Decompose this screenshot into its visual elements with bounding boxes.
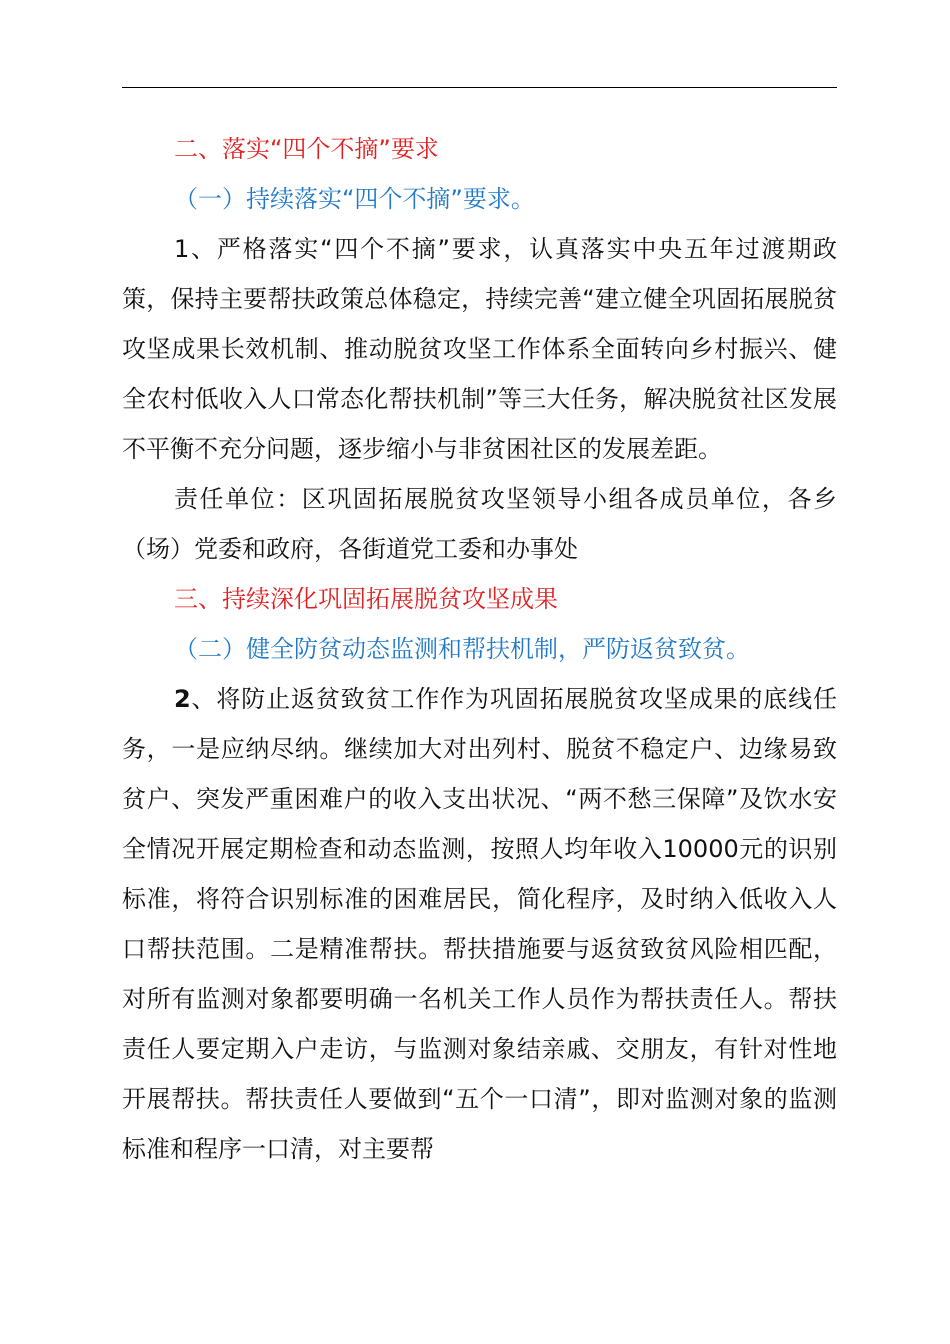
section-heading-3: 三、持续深化巩固拓展脱贫攻坚成果 [174,585,558,613]
subsection-heading-1: （一）持续落实“四个不摘”要求。 [174,185,535,213]
paragraph-item-2-text: 、将防止返贫致贫工作作为巩固拓展脱贫攻坚成果的底线任务，一是应纳尽纳。继续加大对出列村、脱贫不稳定户、边缘易致贫户、突发严重困难户的收入支出状况、“两不愁三保障”及饮水安全情况开展定期检查和动态监测，按照人均年收入10000元的识别标准，将符合识别标准的困难居民，简化程序，及时纳入低收入人口帮扶范围。二是精准帮扶。帮扶措施要与返贫致贫风险相匹配，对所有监测对象都要明确一名机关工作人员作为帮扶责任人。帮扶责任人要定期入户走访，与监测对象结亲戚、交朋友，有针对性地开展帮扶。帮扶责任人要做到“五个一口清”，即对监测对象的监测标准和程序一口清，对主要帮 [122,685,837,1163]
paragraph-item-2 [122,674,837,1174]
paragraph-item-2-number: 2 [174,685,191,713]
document-body [122,124,837,1174]
subsection-heading-2: （二）健全防贫动态监测和帮扶机制，严防返贫致贫。 [174,635,750,663]
paragraph-responsible-units: 责任单位：区巩固拓展脱贫攻坚领导小组各成员单位，各乡（场）党委和政府，各街道党工委和办事处 [122,485,837,563]
section-heading-2: 二、落实“四个不摘”要求 [174,135,439,163]
header-rule [122,87,837,88]
paragraph-item-1: 1、严格落实“四个不摘”要求，认真落实中央五年过渡期政策，保持主要帮扶政策总体稳定，持续完善“建立健全巩固拓展脱贫攻坚成果长效机制、推动脱贫攻坚工作体系全面转向乡村振兴、健全农村低收入人口常态化帮扶机制”等三大任务，解决脱贫社区发展不平衡不充分问题，逐步缩小与非贫困社区的发展差距。 [122,235,837,463]
